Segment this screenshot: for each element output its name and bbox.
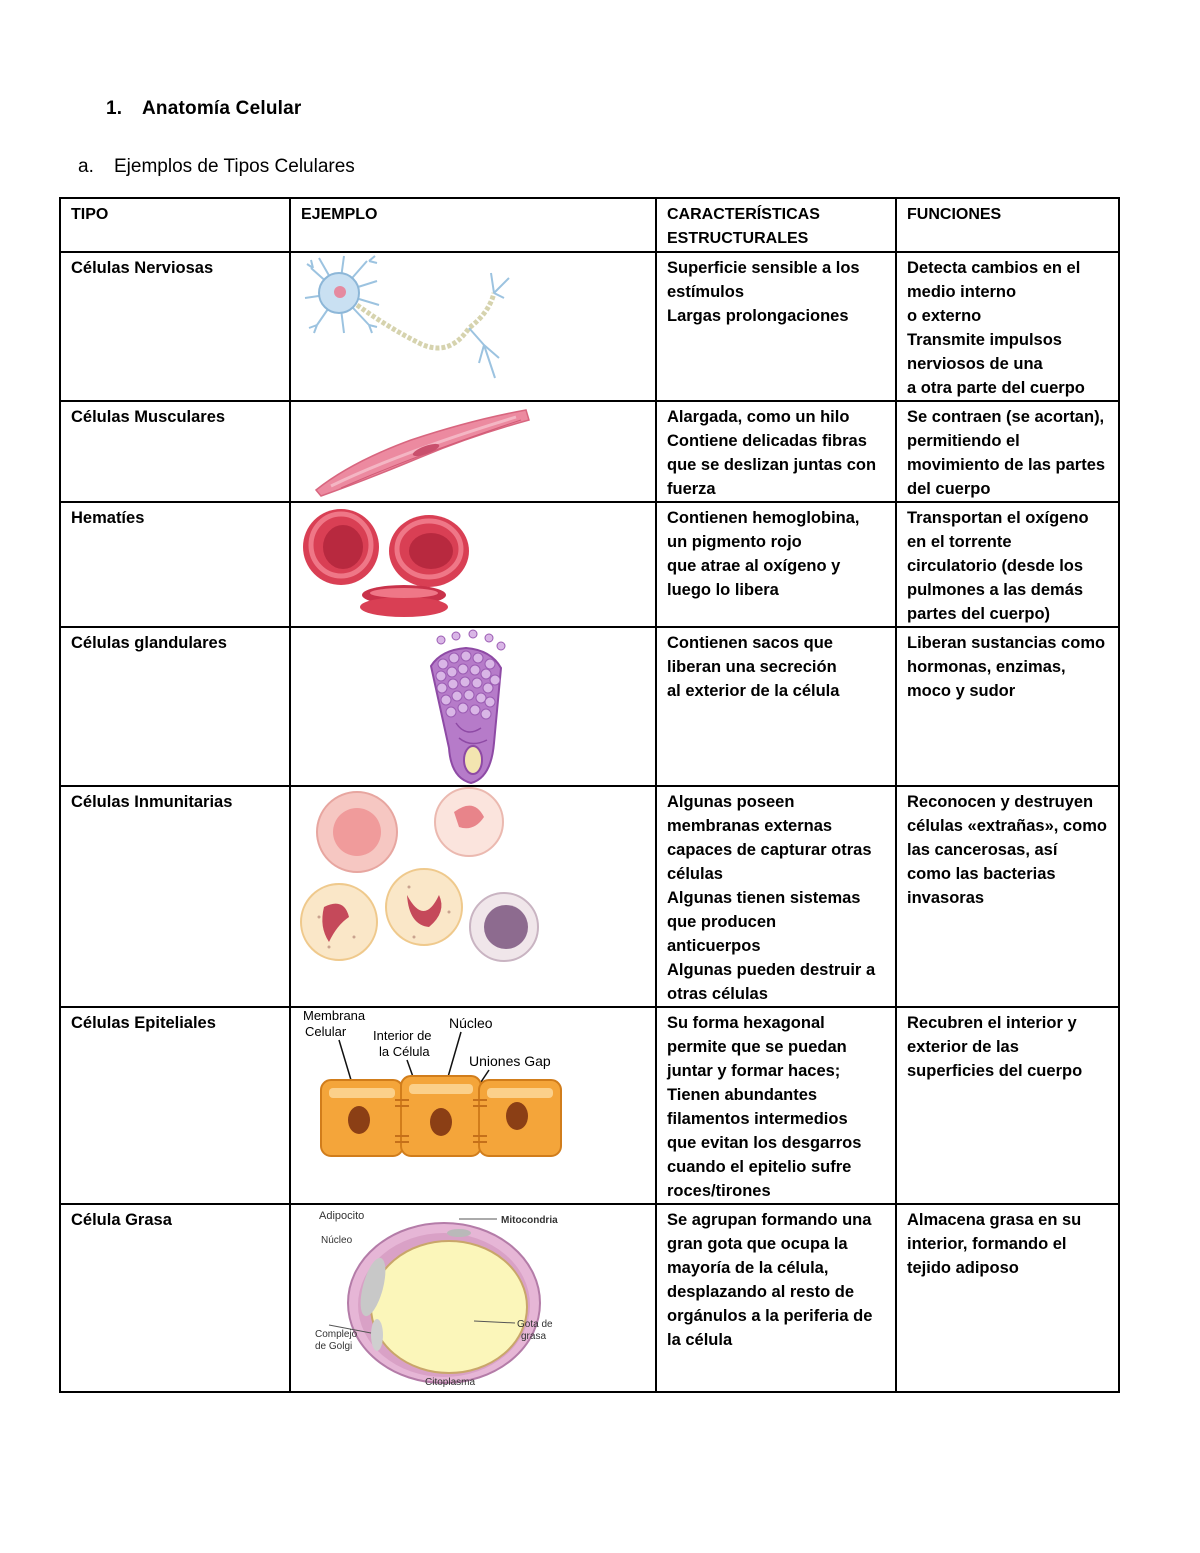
gland-cell-illustration <box>290 627 656 786</box>
label-de-golgi: de Golgi <box>315 1341 353 1352</box>
red-blood-cells-illustration <box>290 502 656 627</box>
fat-cell-image <box>299 1205 569 1389</box>
features-cell: Contienen sacos que liberan una secreción al exterior de la célula <box>656 627 896 786</box>
label-interior: Interior de <box>373 1028 432 1043</box>
label-mitocondria: Mitocondria <box>501 1215 558 1226</box>
subsection-heading <box>78 156 355 178</box>
gland-cell-image <box>291 628 656 784</box>
epithelial-cells-image <box>299 1008 569 1198</box>
fat-cell-diagram <box>290 1204 656 1392</box>
features-cell: Se agrupan formando una gran gota que ocupa la mayoría de la célula, desplazando al resto de orgánulos a la periferia de la célula <box>656 1204 896 1392</box>
label-la-celula: la Célula <box>379 1044 430 1059</box>
features-cell: Superficie sensible a los estímulos Largas prolongaciones <box>656 252 896 401</box>
muscle-cell-image <box>291 402 656 498</box>
label-citoplasma: Citoplasma <box>425 1377 476 1388</box>
table-row <box>60 786 1119 1007</box>
neuron-illustration <box>290 252 656 401</box>
header-ejemplo: EJEMPLO <box>290 198 656 252</box>
cell-type-name: Células Inmunitarias <box>60 786 290 1007</box>
immune-cells-illustration <box>290 786 656 1007</box>
functions-cell: Recubren el interior y exterior de las superficies del cuerpo <box>896 1007 1119 1204</box>
red-blood-cells-image <box>299 503 499 621</box>
section-title: Anatomía Celular <box>142 98 302 119</box>
cell-type-name: Células glandulares <box>60 627 290 786</box>
table-row <box>60 1204 1119 1392</box>
functions-cell: Transportan el oxígeno en el torrente circulatorio (desde los pulmones a las demás partes del cuerpo) <box>896 502 1119 627</box>
features-cell: Contienen hemoglobina, un pigmento rojo que atrae al oxígeno y luego lo libera <box>656 502 896 627</box>
muscle-cell-illustration <box>290 401 656 502</box>
header-caracteristicas: CARACTERÍSTICAS ESTRUCTURALES <box>656 198 896 252</box>
label-nucleo: Núcleo <box>321 1235 353 1246</box>
header-tipo: TIPO <box>60 198 290 252</box>
cell-type-name: Células Nerviosas <box>60 252 290 401</box>
label-celular: Celular <box>305 1024 347 1039</box>
functions-cell: Almacena grasa en su interior, formando el tejido adiposo <box>896 1204 1119 1392</box>
section-number: 1. <box>106 98 123 119</box>
functions-cell: Se contraen (se acortan), permitiendo el movimiento de las partes del cuerpo <box>896 401 1119 502</box>
subsection-title: Ejemplos de Tipos Celulares <box>114 156 355 177</box>
table-row <box>60 252 1119 401</box>
section-heading <box>106 98 301 120</box>
label-nucleo: Núcleo <box>449 1015 493 1031</box>
header-funciones: FUNCIONES <box>896 198 1119 252</box>
neuron-image <box>299 253 539 393</box>
table-row <box>60 627 1119 786</box>
features-cell: Algunas poseen membranas externas capaces de capturar otras células Algunas tienen sistemas que producen anticuerpos Algunas pueden destruir a otras células <box>656 786 896 1007</box>
epithelial-cells-diagram <box>290 1007 656 1204</box>
subsection-letter: a. <box>78 156 94 177</box>
label-uniones-gap: Uniones Gap <box>469 1053 551 1069</box>
functions-cell: Reconocen y destruyen células «extrañas», como las cancerosas, así como las bacterias invasoras <box>896 786 1119 1007</box>
label-grasa: grasa <box>521 1331 547 1342</box>
label-complejo: Complejo <box>315 1329 358 1340</box>
table-row <box>60 1007 1119 1204</box>
table-row <box>60 502 1119 627</box>
cell-type-name: Célula Grasa <box>60 1204 290 1392</box>
cell-types-table <box>59 197 1120 1393</box>
table-header-row <box>60 198 1119 252</box>
features-cell: Alargada, como un hilo Contiene delicadas fibras que se deslizan juntas con fuerza <box>656 401 896 502</box>
features-cell: Su forma hexagonal permite que se puedan juntar y formar haces; Tienen abundantes filamentos intermedios que evitan los desgarros cuando el epitelio sufre roces/tirones <box>656 1007 896 1204</box>
cell-type-name: Células Musculares <box>60 401 290 502</box>
cell-type-name: Células Epiteliales <box>60 1007 290 1204</box>
cell-type-name: Hematíes <box>60 502 290 627</box>
label-gota: Gota de <box>517 1319 553 1330</box>
label-adipocito: Adipocito <box>319 1210 365 1222</box>
immune-cells-image <box>299 787 549 999</box>
table-row <box>60 401 1119 502</box>
label-membrana: Membrana <box>303 1008 366 1023</box>
functions-cell: Liberan sustancias como hormonas, enzimas, moco y sudor <box>896 627 1119 786</box>
functions-cell: Detecta cambios en el medio interno o externo Transmite impulsos nerviosos de una a otra parte del cuerpo <box>896 252 1119 401</box>
